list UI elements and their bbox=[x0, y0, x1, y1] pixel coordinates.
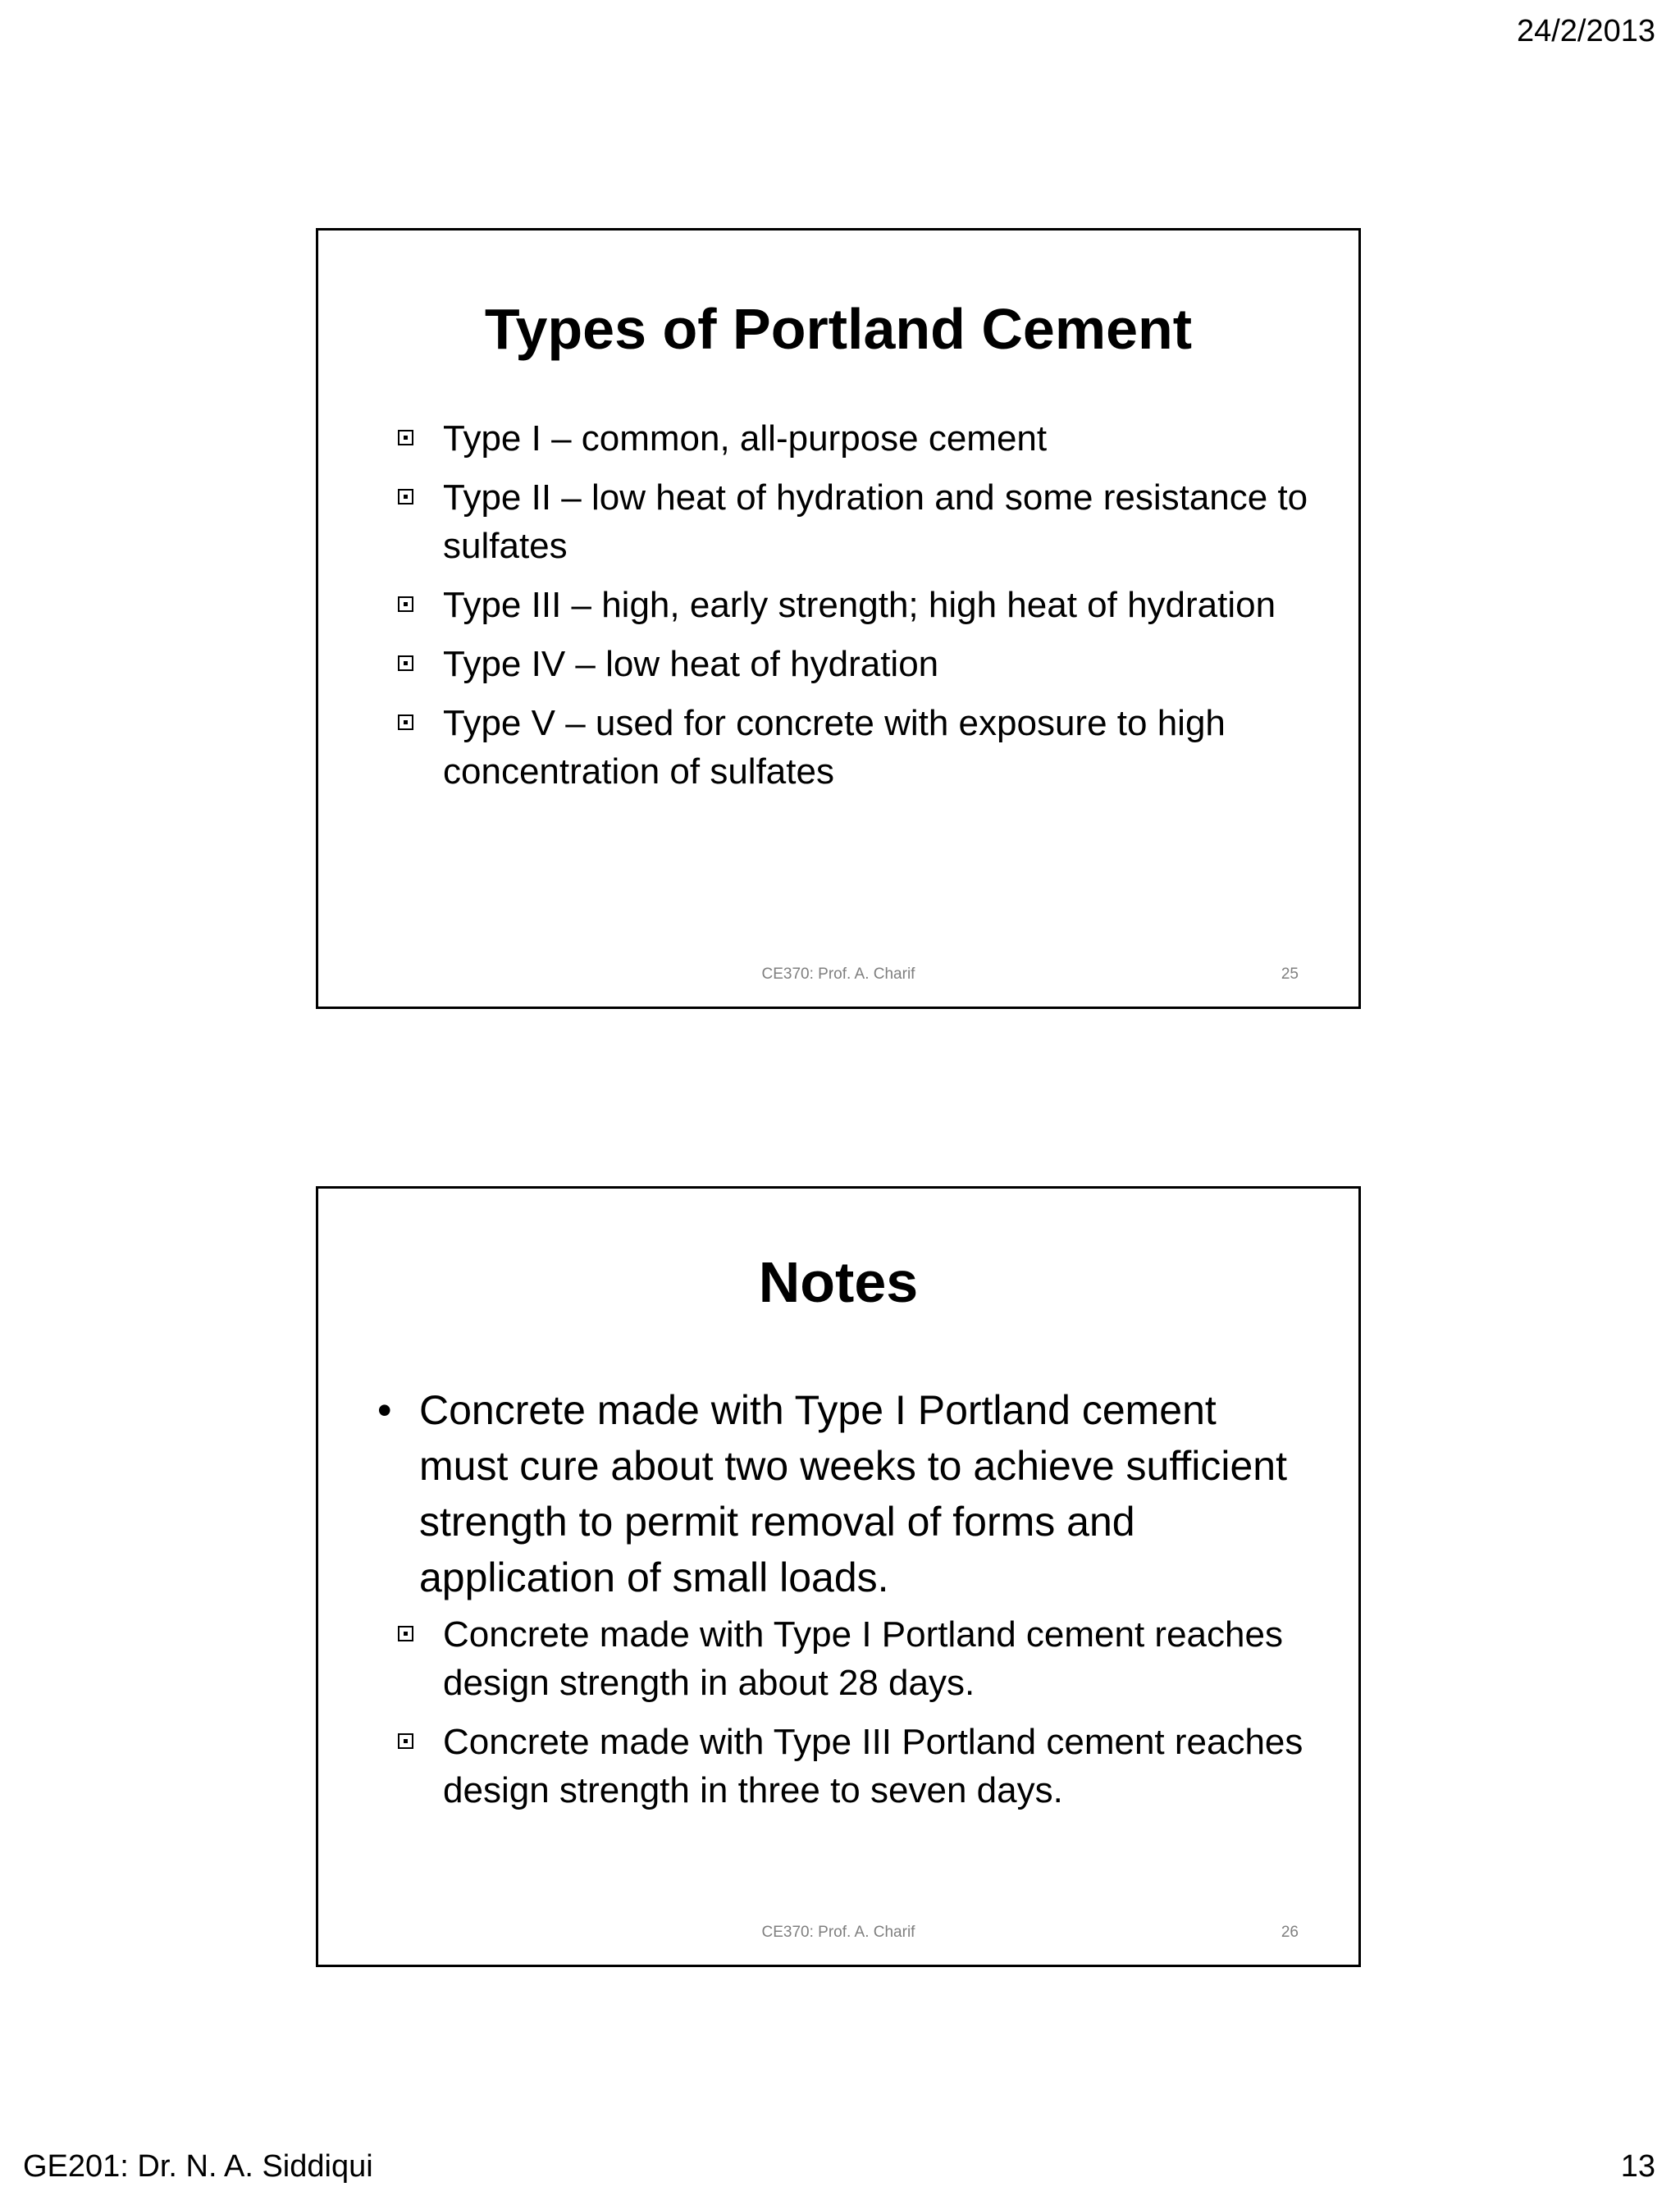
slide-title: Notes bbox=[758, 1250, 919, 1314]
list-item bbox=[318, 1610, 1358, 1707]
list-item bbox=[318, 414, 1358, 463]
slide-title: Types of Portland Cement bbox=[484, 297, 1193, 361]
list-item bbox=[318, 581, 1358, 629]
list-item bbox=[318, 699, 1358, 796]
bullet-list bbox=[318, 1382, 1358, 1815]
slide-notes bbox=[316, 1186, 1361, 1967]
square-bullet-icon bbox=[398, 714, 413, 730]
square-bullet-icon bbox=[398, 1733, 413, 1749]
square-bullet-icon bbox=[398, 489, 413, 504]
square-bullet-icon bbox=[398, 430, 413, 445]
slide-footer: CE370: Prof. A. Charif bbox=[761, 966, 915, 983]
list-item-text: Type V – used for concrete with exposure to high concentration of sulfates bbox=[443, 703, 1226, 792]
page-number: 13 bbox=[1620, 2149, 1655, 2184]
slide-footer: CE370: Prof. A. Charif bbox=[761, 1924, 915, 1941]
square-bullet-icon bbox=[398, 596, 413, 612]
list-item bbox=[318, 1382, 1358, 1605]
list-item-text: Concrete made with Type I Portland cement reaches design strength in about 28 days. bbox=[443, 1614, 1283, 1703]
list-item-text: Type III – high, early strength; high heat of hydration bbox=[443, 585, 1276, 625]
list-item-text: Type I – common, all-purpose cement bbox=[443, 418, 1048, 459]
square-bullet-icon bbox=[398, 1626, 413, 1641]
list-item bbox=[318, 1718, 1358, 1815]
slide-types-of-portland-cement bbox=[316, 228, 1361, 1009]
page-date: 24/2/2013 bbox=[1516, 14, 1655, 48]
list-item-text: Type IV – low heat of hydration bbox=[443, 644, 939, 684]
slide-number: 25 bbox=[1281, 966, 1299, 983]
square-bullet-icon bbox=[398, 655, 413, 671]
list-item bbox=[318, 473, 1358, 570]
list-item-text: Type II – low heat of hydration and some resistance to sulfates bbox=[443, 477, 1308, 566]
round-bullet-icon: • bbox=[377, 1387, 392, 1433]
list-item bbox=[318, 640, 1358, 688]
list-item-text: Concrete made with Type I Portland cement must cure about two weeks to achieve sufficient strength to permit removal of forms and application of small loads. bbox=[419, 1387, 1287, 1600]
slide-number: 26 bbox=[1281, 1924, 1299, 1941]
bullet-list bbox=[318, 414, 1358, 796]
page-footer-course: GE201: Dr. N. A. Siddiqui bbox=[23, 2149, 373, 2184]
list-item-text: Concrete made with Type III Portland cement reaches design strength in three to seven days. bbox=[443, 1722, 1303, 1810]
